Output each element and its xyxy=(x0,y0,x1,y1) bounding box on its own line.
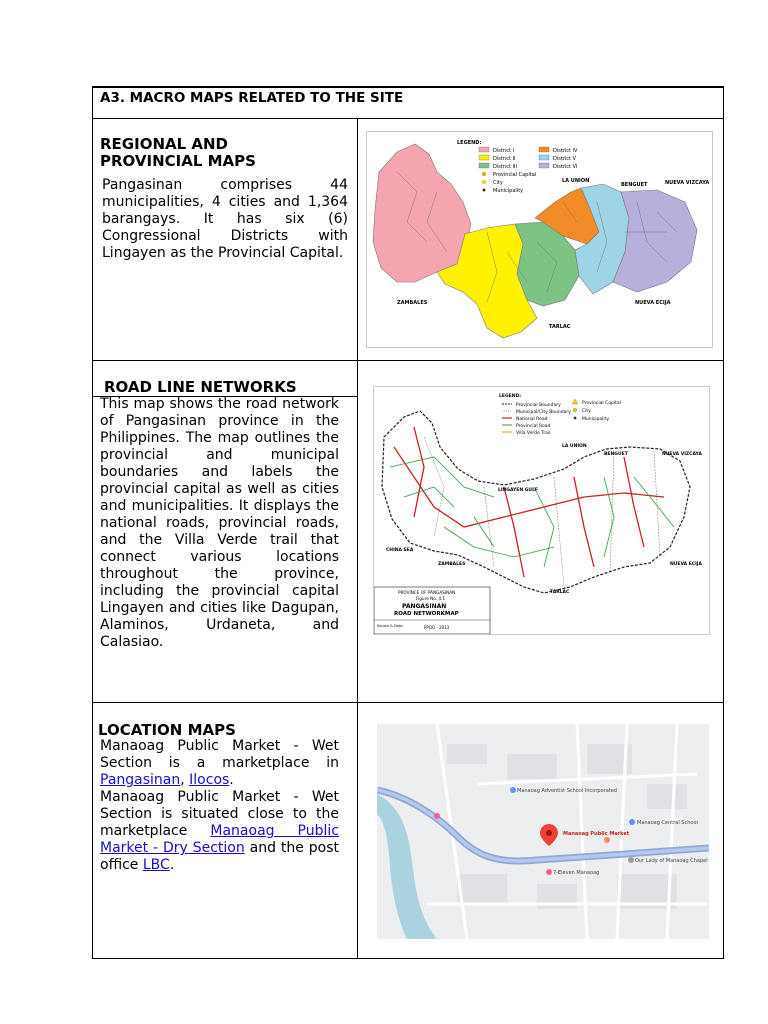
svg-text:Manaoag Adventist School Incor: Manaoag Adventist School Incorporated xyxy=(517,788,617,794)
ilocos-link[interactable]: Ilocos xyxy=(189,772,230,788)
svg-text:City: City xyxy=(493,180,503,186)
provincial-district-map xyxy=(366,131,713,348)
svg-text:District II: District II xyxy=(493,156,516,162)
svg-text:Municipality: Municipality xyxy=(493,188,524,194)
location-paragraph-1: Manaoag Public Market - Wet Section is a marketplace in Pangasinan, Ilocos. xyxy=(100,738,339,788)
regional-maps-title xyxy=(100,136,256,170)
table-border-top xyxy=(92,86,724,88)
svg-text:PROVINCE OF PANGASINAN: PROVINCE OF PANGASINAN xyxy=(398,590,456,595)
table-border-right xyxy=(723,86,724,959)
location-street-map xyxy=(377,724,709,939)
svg-text:7-Eleven Manaoag: 7-Eleven Manaoag xyxy=(553,870,600,876)
location-paragraph-2: Manaoag Public Market - Wet Section is situated close to the marketplace Manaoag Public Market - Dry Section and the post office LBC. xyxy=(100,789,339,873)
regional-description: Pangasinan comprises 44 municipalities, 4 cities and 1,364 barangays. It has six (6) Congressional Districts with Lingayen as the Provincial Capital. xyxy=(102,177,348,261)
svg-text:BENGUET: BENGUET xyxy=(604,452,628,457)
svg-text:Figure No. 4.1: Figure No. 4.1 xyxy=(416,596,446,601)
svg-text:Provincial Capital: Provincial Capital xyxy=(582,401,621,406)
section-heading: A3. MACRO MAPS RELATED TO THE SITE xyxy=(100,90,404,106)
svg-text:Our Lady of Manaoag Chapel: Our Lady of Manaoag Chapel xyxy=(635,858,708,864)
label-tarlac: TARLAC xyxy=(549,324,571,330)
legend-title: LEGEND: xyxy=(457,140,482,146)
svg-text:Manaoag Central School: Manaoag Central School xyxy=(637,820,698,826)
svg-text:LA UNION: LA UNION xyxy=(562,444,587,449)
svg-text:NUEVA ECIJA: NUEVA ECIJA xyxy=(670,562,702,567)
table-border-left xyxy=(92,86,93,959)
label-zambales: ZAMBALES xyxy=(397,300,428,306)
label-benguet: BENGUET xyxy=(621,182,648,188)
regional-title-line2: PROVINCIAL MAPS xyxy=(100,152,256,170)
svg-text:LEGEND:: LEGEND: xyxy=(499,394,522,399)
svg-text:District I: District I xyxy=(493,148,515,154)
road-networks-title: ROAD LINE NETWORKS xyxy=(104,378,297,396)
label-la-union: LA UNION xyxy=(562,178,590,184)
label-nueva-vizcaya: NUEVA VIZCAYA xyxy=(665,180,710,186)
map-title-box xyxy=(374,587,490,634)
svg-text:National Road: National Road xyxy=(516,417,548,422)
svg-text:NUEVA VIZCAYA: NUEVA VIZCAYA xyxy=(662,452,702,457)
pangasinan-link[interactable]: Pangasinan xyxy=(100,772,181,788)
svg-text:LINGAYEN GULF: LINGAYEN GULF xyxy=(498,488,539,493)
svg-text:District IV: District IV xyxy=(553,148,578,154)
road-description: This map shows the road network of Pangasinan province in the Philippines. The map outlines the provincial and municipal boundaries and labels the provincial capital as well as cities and municipalities. It displays the national roads, provincial roads, and the Villa Verde trail that connect various locations throughout the province, including the provincial capital Lingayen and cities like Dagupan, Alaminos, Urdaneta, and Calasiao. xyxy=(100,396,339,650)
svg-text:PANGASINAN: PANGASINAN xyxy=(402,603,447,610)
svg-text:District III: District III xyxy=(493,164,517,170)
lbc-link[interactable]: LBC xyxy=(142,857,170,873)
table-border-bottom xyxy=(92,958,724,959)
location-description xyxy=(100,738,339,874)
svg-text:Manaoag Public Market: Manaoag Public Market xyxy=(563,831,630,837)
svg-text:District VI: District VI xyxy=(553,164,578,170)
svg-text:Provincial Boundary: Provincial Boundary xyxy=(516,403,561,408)
svg-text:PPDO - 2013: PPDO - 2013 xyxy=(424,625,450,630)
svg-text:Provincial Capital: Provincial Capital xyxy=(493,172,537,178)
label-nueva-ecija: NUEVA ECIJA xyxy=(635,300,671,306)
table-row-divider-1 xyxy=(92,360,724,361)
table-row-divider-2 xyxy=(92,702,724,703)
road-network-map xyxy=(373,386,710,635)
svg-text:CHINA SEA: CHINA SEA xyxy=(386,548,414,553)
svg-text:Municipality: Municipality xyxy=(582,417,610,422)
svg-text:Source & Date:: Source & Date: xyxy=(377,624,404,628)
svg-text:Municipal/City Boundary: Municipal/City Boundary xyxy=(516,410,571,415)
svg-text:City: City xyxy=(582,409,591,414)
location-maps-title: LOCATION MAPS xyxy=(98,721,236,739)
svg-text:ZAMBALES: ZAMBALES xyxy=(438,562,466,567)
svg-text:TARLAC: TARLAC xyxy=(550,590,570,595)
svg-text:Provincial Road: Provincial Road xyxy=(516,424,551,429)
table-border-middle xyxy=(357,118,358,959)
svg-text:District V: District V xyxy=(553,156,576,162)
table-border-header-bottom xyxy=(92,118,724,119)
svg-text:Villa Verde Trail: Villa Verde Trail xyxy=(516,431,551,436)
regional-title-line1: REGIONAL AND xyxy=(100,135,228,153)
svg-text:ROAD NETWORKMAP: ROAD NETWORKMAP xyxy=(394,611,459,617)
dry-section-link[interactable]: Manaoag Public Market - Dry Section xyxy=(100,823,339,856)
